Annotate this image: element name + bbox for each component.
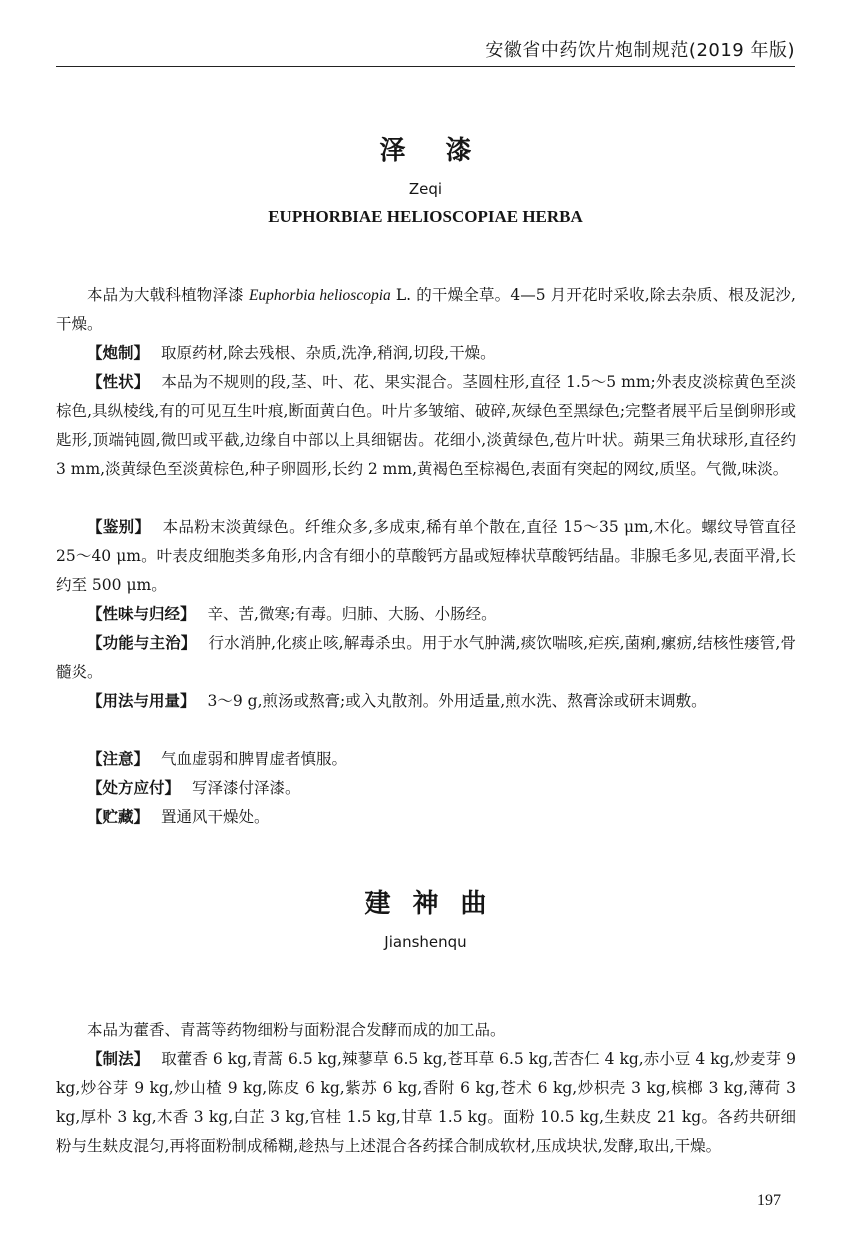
- section-yongfa: [56, 687, 796, 716]
- entry2-title-char: 神: [412, 889, 439, 919]
- section-text: 取原药材,除去残根、杂质,洗净,稍润,切段,干燥。: [161, 344, 496, 362]
- entry1-intro-text-2: L. 的干燥全草。4—5 月开花时采收,除去杂质、根及泥沙,干燥。: [56, 286, 796, 333]
- section-zhucang: [56, 803, 796, 832]
- section-text: 本品为不规则的段,茎、叶、花、果实混合。茎圆柱形,直径 1.5～5 mm;外表皮淡棕黄色至淡棕色,具纵棱线,有的可见互生叶痕,断面黄白色。叶片多皱缩、破碎,灰绿色至黑绿色;完整者展平后呈倒卵形或匙形,顶端钝圆,微凹或平截,边缘自中部以上具细锯齿。花细小,淡黄绿色,苞片叶状。蒴果三角状球形,直径约 3 mm,淡黄绿色至淡黄棕色,种子卵圆形,长约 2 mm,黄褐色至棕褐色,表面有突起的网纹,质坚。气微,味淡。: [56, 373, 796, 478]
- section-text: 取藿香 6 kg,青蒿 6.5 kg,辣蓼草 6.5 kg,苍耳草 6.5 kg,苦杏仁 4 kg,赤小豆 4 kg,炒麦芽 9 kg,炒谷芽 9 kg,炒山楂 9 kg,陈皮 6 kg,紫苏 6 kg,香附 6 kg,苍术 6 kg,炒枳壳 3 kg,槟榔 3 kg,薄荷 3 kg,厚朴 3 kg,木香 3 kg,白芷 3 kg,官桂 1.5 kg,甘草 1.5 kg。面粉 10.5 kg,生麸皮 21 kg。各药共研细粉与生麸皮混匀,再将面粉制成稀糊,趁热与上述混合各药揉合制成软材,压成块状,发酵,取出,干燥。: [56, 1050, 796, 1155]
- entry1-intro: [56, 281, 796, 339]
- section-label: 【鉴别】: [87, 518, 151, 536]
- page-number: 197: [757, 1192, 781, 1209]
- entry2-intro: 本品为藿香、青蒿等药物细粉与面粉混合发酵而成的加工品。: [87, 1021, 506, 1039]
- entry1-latin-name: EUPHORBIAE HELIOSCOPIAE HERBA: [268, 207, 583, 226]
- entry2-pinyin: Jianshenqu: [384, 933, 467, 951]
- section-text: 行水消肿,化痰止咳,解毒杀虫。用于水气肿满,痰饮喘咳,疟疾,菌痢,瘰疬,结核性瘘管,骨髓炎。: [56, 634, 796, 681]
- section-zhuyi: [56, 745, 796, 774]
- section-xingwei: [56, 600, 796, 629]
- header-title: 安徽省中药饮片炮制规范(2019 年版): [485, 40, 795, 61]
- section-label: 【处方应付】: [87, 779, 181, 797]
- section-text: 3～9 g,煎汤或熬膏;或入丸散剂。外用适量,煎水洗、熬膏涂或研末调敷。: [207, 692, 707, 710]
- section-text: 本品粉末淡黄绿色。纤维众多,多成束,稀有单个散在,直径 15～35 μm,木化。螺纹导管直径 25～40 μm。叶表皮细胞类多角形,内含有细小的草酸钙方晶或短棒状草酸钙结晶。非腺毛多见,表面平滑,长约至 500 μm。: [56, 518, 796, 594]
- section-jianbie: [56, 513, 796, 600]
- entry2-title-char: 建: [364, 889, 391, 919]
- section-zhifa: [56, 1045, 796, 1161]
- entry1-title-char: 漆: [445, 136, 472, 166]
- entry2-title: [0, 883, 851, 920]
- section-label: 【贮藏】: [87, 808, 150, 826]
- entry1-intro-text: 本品为大戟科植物泽漆: [87, 286, 249, 304]
- section-label: 【性味与归经】: [87, 605, 196, 623]
- section-text: 置通风干燥处。: [161, 808, 270, 826]
- section-text: 辛、苦,微寒;有毒。归肺、大肠、小肠经。: [207, 605, 497, 623]
- running-header: [56, 30, 795, 67]
- section-label: 【炮制】: [87, 344, 150, 362]
- entry1-species-name: Euphorbia helioscopia: [248, 287, 391, 304]
- section-chufang: [56, 774, 796, 803]
- entry1-title-char: 泽: [379, 136, 406, 166]
- section-paozhi: [56, 339, 796, 368]
- section-label: 【用法与用量】: [87, 692, 196, 710]
- entry1-title: [0, 130, 851, 167]
- entry2-title-char: 曲: [460, 889, 487, 919]
- section-gongneng: [56, 629, 796, 687]
- entry1-pinyin: Zeqi: [408, 180, 443, 198]
- section-text: 写泽漆付泽漆。: [192, 779, 301, 797]
- section-label: 【性状】: [87, 373, 150, 391]
- section-label: 【制法】: [87, 1050, 150, 1068]
- section-label: 【功能与主治】: [87, 634, 197, 652]
- section-text: 气血虚弱和脾胃虚者慎服。: [161, 750, 348, 768]
- section-xingzhuang: [56, 368, 796, 484]
- section-label: 【注意】: [87, 750, 150, 768]
